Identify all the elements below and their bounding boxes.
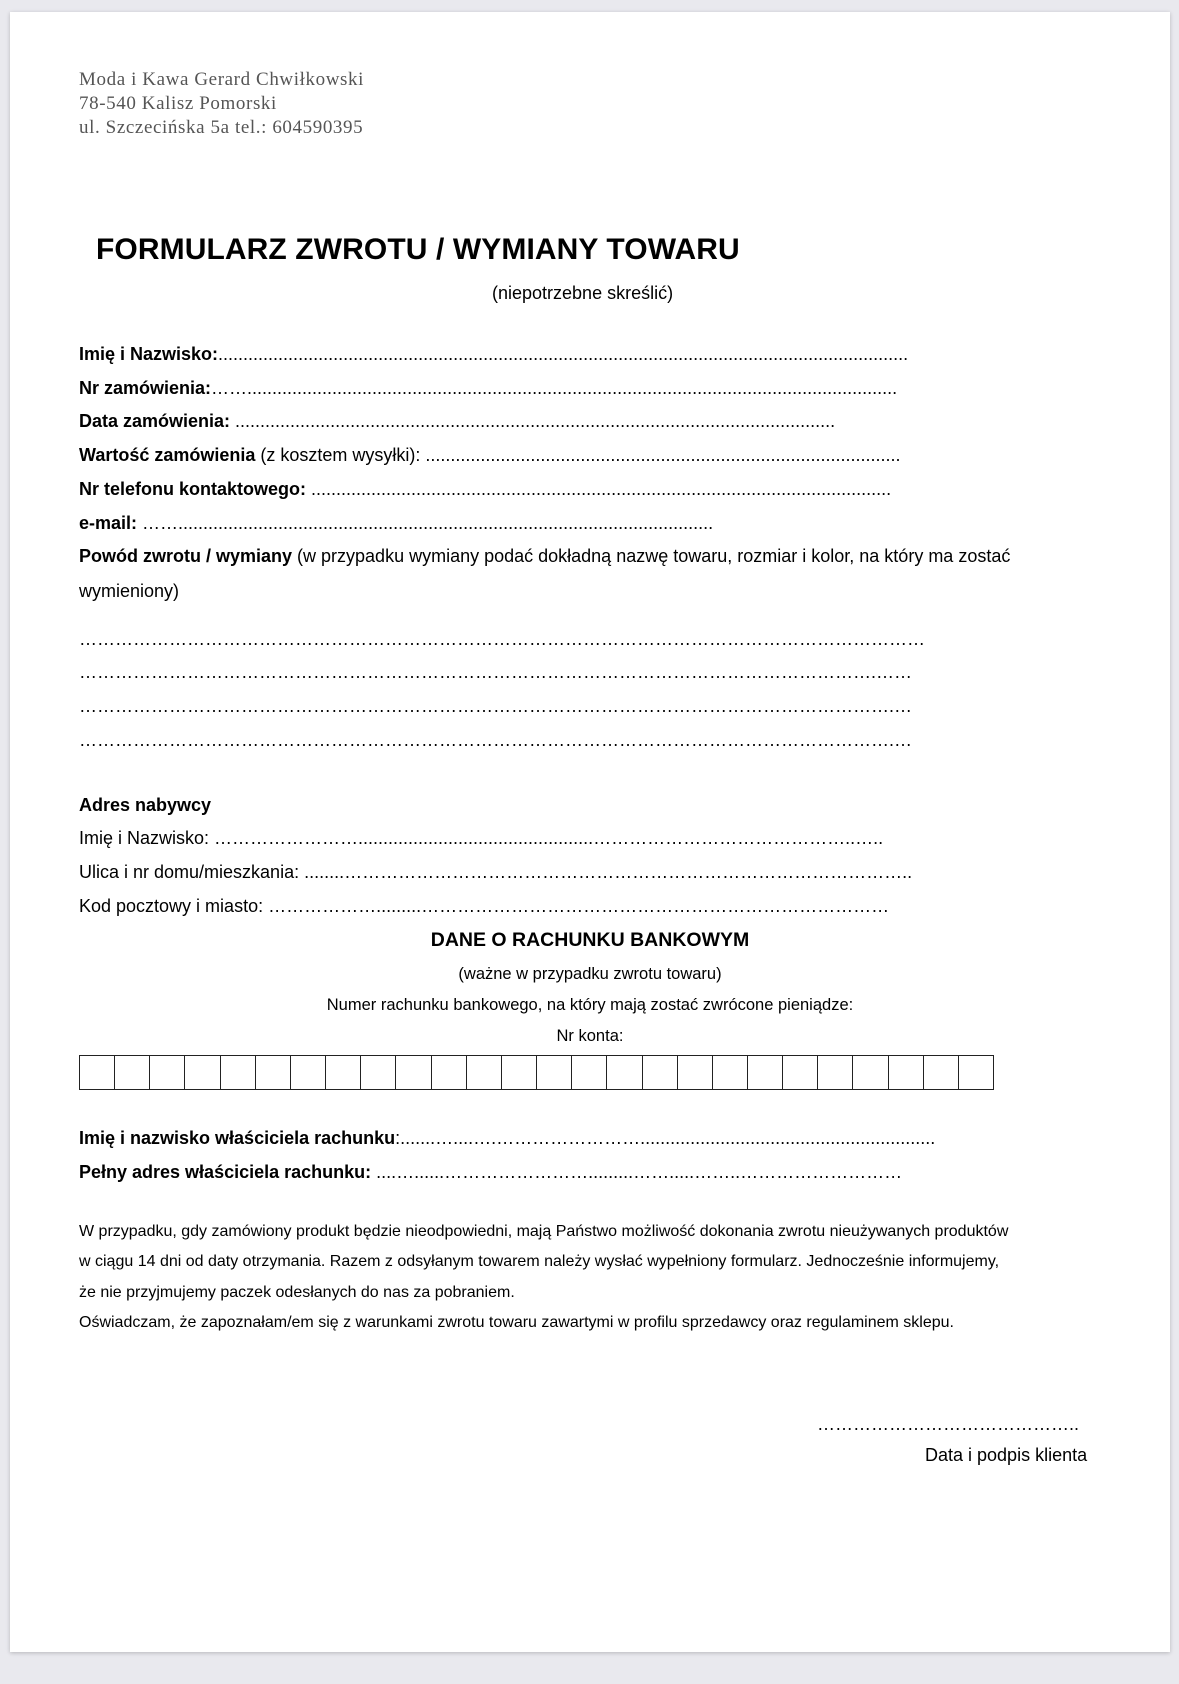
owner-address-label: Pełny adres właściciela rachunku: [79, 1162, 372, 1182]
account-digit-box[interactable] [502, 1056, 537, 1089]
order-number-field[interactable] [79, 378, 897, 399]
phone-label: Nr telefonu kontaktowego: [79, 479, 307, 499]
account-digit-box[interactable] [326, 1056, 361, 1089]
account-digit-box[interactable] [853, 1056, 888, 1089]
signature-label: Data i podpis klienta [925, 1445, 1088, 1465]
account-digit-box[interactable] [361, 1056, 396, 1089]
account-digit-box[interactable] [818, 1056, 853, 1089]
reason-note-continuation: wymieniony) [79, 581, 180, 601]
account-digit-box[interactable] [537, 1056, 572, 1089]
company-name: Moda i Kawa Gerard Chwiłkowski [79, 69, 365, 90]
reason-line-3[interactable]: ……………………………………………………………………………………………………………………….… [79, 696, 913, 716]
email-field[interactable] [79, 513, 713, 534]
order-value-label: Wartość zamówienia [79, 445, 256, 465]
phone-field[interactable] [79, 479, 891, 500]
account-digit-box[interactable] [256, 1056, 291, 1089]
form-title: FORMULARZ ZWROTU / WYMIANY TOWARU [96, 233, 740, 266]
owner-address-dots: ....…......…………………….........…….....……..……………………… [371, 1162, 903, 1182]
phone-dots: .................................................................................................................... [306, 479, 892, 499]
signature-line[interactable]: …………………………………….. [817, 1414, 1080, 1434]
account-digit-box[interactable] [713, 1056, 748, 1089]
reason-label: Powód zwrotu / wymiany [79, 546, 293, 566]
name-label: Imię i Nazwisko: [79, 344, 219, 364]
account-digit-box[interactable] [607, 1056, 642, 1089]
form-subtitle: (niepotrzebne skreślić) [492, 283, 674, 303]
order-date-label: Data zamówienia: [79, 411, 231, 431]
reason-line-2[interactable]: …………………………………………………………………………………………………………………….…… [79, 662, 913, 682]
order-number-dots: …….................................................................................................................................. [211, 378, 898, 398]
bank-section-title: DANE O RACHUNKU BANKOWYM [430, 929, 750, 951]
owner-name-dots: :.......…....….……………………........................................................... [395, 1128, 936, 1148]
account-digit-box[interactable] [748, 1056, 783, 1089]
account-digit-box[interactable] [572, 1056, 607, 1089]
buyer-postal-field[interactable]: Kod pocztowy i miasto: ……………….........…………………………………………………………………… [79, 896, 890, 916]
notice-line-2: w ciągu 14 dni od daty otrzymania. Razem z odsyłanym towarem należy wysłać wypełniony formularz. Jednocześnie informujemy, [79, 1253, 1000, 1270]
buyer-name-field[interactable]: Imię i Nazwisko: ……………………...............................................……………………………………..….. [79, 828, 884, 848]
document-page [10, 12, 1170, 1652]
account-digit-box[interactable] [150, 1056, 185, 1089]
account-digit-box[interactable] [396, 1056, 431, 1089]
reason-field [79, 546, 1010, 567]
reason-line-1[interactable]: …………………………………………………………………………………………………………………………… [79, 629, 925, 649]
account-digit-box[interactable] [115, 1056, 150, 1089]
company-header [79, 68, 364, 140]
account-digit-box[interactable] [924, 1056, 959, 1089]
account-number-boxes[interactable] [79, 1055, 994, 1090]
account-digit-box[interactable] [432, 1056, 467, 1089]
account-digit-box[interactable] [889, 1056, 924, 1089]
account-digit-box[interactable] [643, 1056, 678, 1089]
notice-line-3: że nie przyjmujemy paczek odesłanych do nas za pobraniem. [79, 1284, 515, 1301]
company-address: ul. Szczecińska 5a tel.: 604590395 [79, 117, 364, 138]
notice-line-1: W przypadku, gdy zamówiony produkt będzie nieodpowiedni, mają Państwo możliwość dokonania zwrotu nieużywanych produktów [79, 1223, 1009, 1240]
order-number-label: Nr zamówienia: [79, 378, 212, 398]
owner-name-field[interactable] [79, 1128, 935, 1149]
name-field[interactable] [79, 344, 908, 365]
buyer-section-title: Adres nabywcy [79, 795, 212, 815]
name-dots: .......................................................................................................................................... [218, 344, 909, 364]
reason-line-4[interactable]: ……………………………………………………………………………………………………………………….… [79, 730, 913, 750]
account-digit-box[interactable] [221, 1056, 256, 1089]
order-value-note: (z kosztem wysyłki): ............................................................................................... [255, 445, 901, 465]
company-city: 78-540 Kalisz Pomorski [79, 93, 277, 114]
account-label: Nr konta: [556, 1027, 624, 1045]
buyer-street-field[interactable]: Ulica i nr domu/mieszkania: ........………………………………………………………………………………….. [79, 862, 913, 882]
account-digit-box[interactable] [959, 1056, 993, 1089]
order-date-dots: ........................................................................................................................ [230, 411, 836, 431]
account-digit-box[interactable] [185, 1056, 220, 1089]
account-prompt: Numer rachunku bankowego, na który mają zostać zwrócone pieniądze: [326, 996, 854, 1014]
email-label: e-mail: [79, 513, 138, 533]
email-dots: ……........................................................................................................... [137, 513, 714, 533]
order-value-field[interactable] [79, 445, 901, 466]
account-digit-box[interactable] [80, 1056, 115, 1089]
owner-address-field[interactable] [79, 1162, 902, 1183]
account-digit-box[interactable] [291, 1056, 326, 1089]
notice-line-4: Oświadczam, że zapoznałam/em się z warunkami zwrotu towaru zawartymi w profilu sprzedawcy oraz regulaminem sklepu. [79, 1314, 954, 1331]
reason-note: (w przypadku wymiany podać dokładną nazwę towaru, rozmiar i kolor, na który ma zostać [292, 546, 1011, 566]
owner-name-label: Imię i nazwisko właściciela rachunku [79, 1128, 396, 1148]
order-date-field[interactable] [79, 411, 835, 432]
bank-note: (ważne w przypadku zwrotu towaru) [458, 965, 722, 983]
account-digit-box[interactable] [467, 1056, 502, 1089]
account-digit-box[interactable] [678, 1056, 713, 1089]
account-digit-box[interactable] [783, 1056, 818, 1089]
